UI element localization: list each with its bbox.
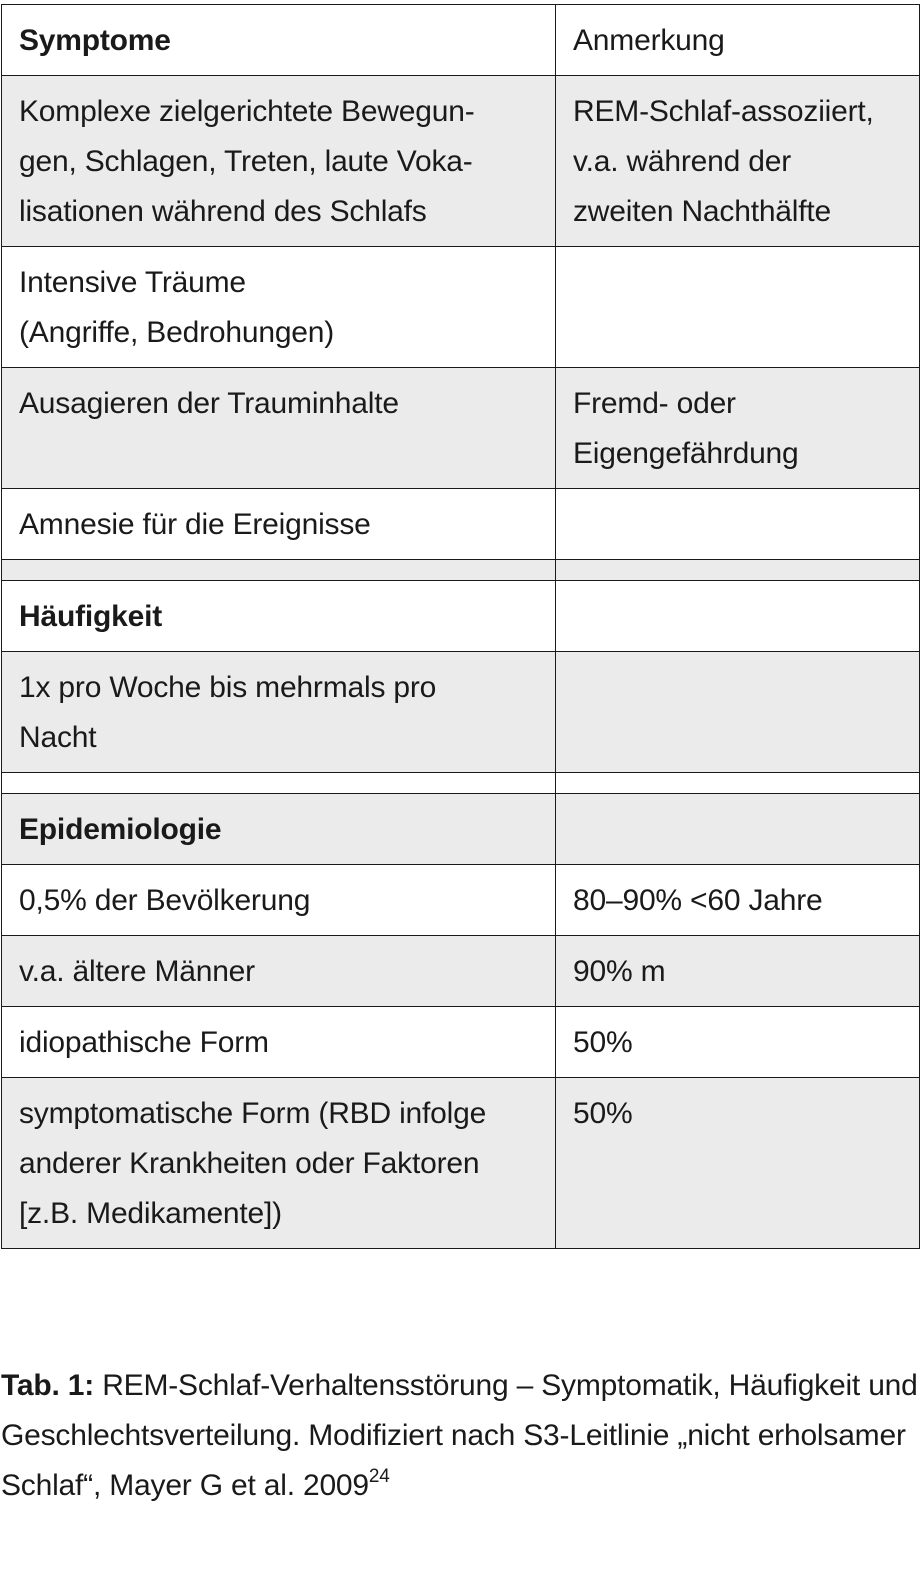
symptom-cell: Häufigkeit [2, 581, 556, 652]
note-cell [556, 247, 920, 368]
table-row [2, 1078, 920, 1249]
table-body [2, 5, 920, 1249]
table-row [2, 247, 920, 368]
note-cell [556, 794, 920, 865]
symptom-cell [2, 560, 556, 581]
table-caption [1, 1361, 919, 1511]
table-row [2, 773, 920, 794]
caption-text: REM-Schlaf-Verhaltensstörung – Symptomatik, Häufigkeit und Geschlechtsverteilung. Modifiziert nach S3-Leitlinie „nicht erholsamer Schlaf“, Mayer G et al. 2009 [1, 1369, 918, 1502]
caption-reference: 24 [368, 1466, 390, 1487]
table-row [2, 936, 920, 1007]
symptom-cell: Intensive Träume (Angriffe, Bedrohungen) [2, 247, 556, 368]
symptom-table [1, 4, 920, 1249]
symptom-cell: 0,5% der Bevölkerung [2, 865, 556, 936]
symptom-cell: v.a. ältere Männer [2, 936, 556, 1007]
table-row [2, 581, 920, 652]
note-cell [556, 560, 920, 581]
table-row [2, 865, 920, 936]
note-cell: 50% [556, 1007, 920, 1078]
note-cell [556, 652, 920, 773]
symptom-cell: Ausagieren der Trauminhalte [2, 368, 556, 489]
symptom-cell: symptomatische Form (RBD infolge anderer Krankheiten oder Faktoren [z.B. Medikamente]) [2, 1078, 556, 1249]
note-cell [556, 773, 920, 794]
header-cell-symptome: Symptome [2, 5, 556, 76]
symptom-cell [2, 773, 556, 794]
symptom-cell: Epidemiologie [2, 794, 556, 865]
note-cell: 50% [556, 1078, 920, 1249]
symptom-cell: Komplexe zielgerichtete Bewegun- gen, Schlagen, Treten, laute Voka- lisationen während des Schlafs [2, 76, 556, 247]
table-row [2, 794, 920, 865]
caption-label: Tab. 1: [1, 1369, 95, 1402]
table-row [2, 652, 920, 773]
symptom-cell: Amnesie für die Ereignisse [2, 489, 556, 560]
table-row [2, 1007, 920, 1078]
header-cell-anmerkung: Anmerkung [556, 5, 920, 76]
symptom-cell: 1x pro Woche bis mehrmals pro Nacht [2, 652, 556, 773]
table-row [2, 489, 920, 560]
note-cell: 80–90% <60 Jahre [556, 865, 920, 936]
note-cell [556, 581, 920, 652]
symptom-cell: idiopathische Form [2, 1007, 556, 1078]
note-cell: Fremd- oder Eigengefährdung [556, 368, 920, 489]
table-row [2, 560, 920, 581]
table-row [2, 76, 920, 247]
table-row [2, 368, 920, 489]
note-cell [556, 489, 920, 560]
note-cell: 90% m [556, 936, 920, 1007]
note-cell: REM-Schlaf-assoziiert, v.a. während der zweiten Nachthälfte [556, 76, 920, 247]
table-row [2, 5, 920, 76]
